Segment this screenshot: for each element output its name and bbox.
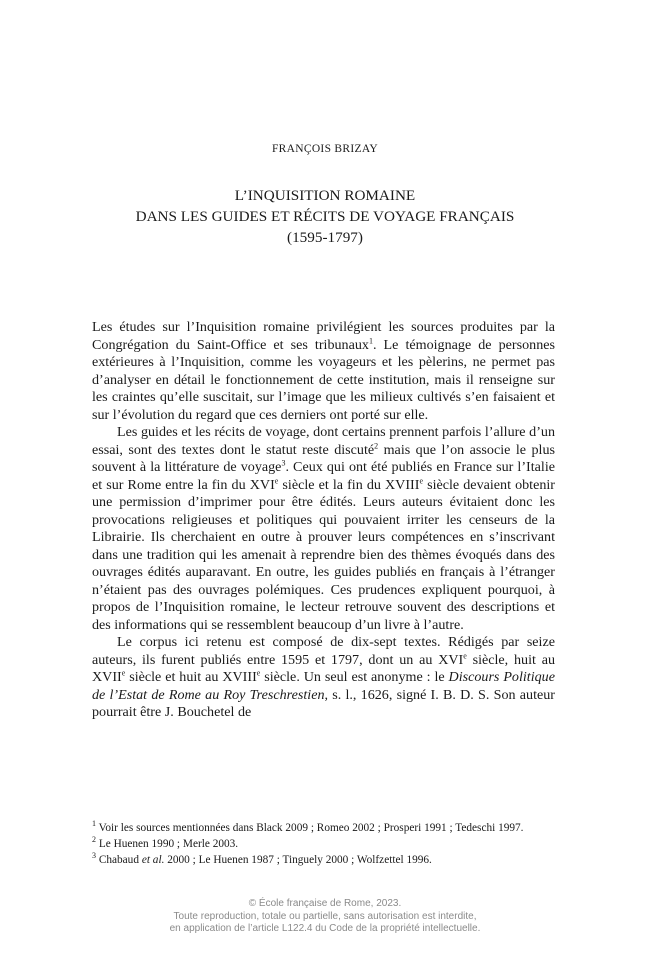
copyright-line: © École française de Rome, 2023. [248,898,402,909]
century-superscript: e [274,475,279,485]
text-run: Le corpus ici retenu est composé de dix-sept textes. Rédigés par seize auteurs, ils furent publiés entre 1595 et 1797, dont un au XVI [92,634,555,668]
footnotes [92,820,555,868]
century-superscript: e [419,475,424,485]
text-run: . Ceux qui ont été publiés en France sur l’Italie et sur Rome entre la fin du XVI [92,459,555,493]
century-superscript: e [463,650,467,660]
footnote-number: 3 [92,851,96,861]
author-name: FRANÇOIS BRIZAY [271,143,378,155]
title-line: L’INQUISITION ROMAINE [234,187,416,204]
copyright-line: Toute reproduction, totale ou partielle, sans autorisation est interdite, [173,910,477,922]
title-line: (1595-1797) [287,229,363,246]
century-superscript: e [256,668,261,678]
title-line: DANS LES GUIDES ET RÉCITS DE VOYAGE FRANÇAIS [135,208,515,225]
footnote-italic: et al. [141,854,165,866]
footnote-ref: 3 [281,458,286,468]
footnote-number: 2 [92,835,96,845]
footnote-ref: 2 [374,440,379,450]
text-run: Les études sur l’Inquisition romaine privilégient les sources produites par la Congrégation du Saint-Office et ses tribunaux [92,319,555,353]
century-superscript: e [121,668,126,678]
footnote-2 [92,836,555,852]
text-run: siècle. Un seul est anonyme : le [260,669,449,685]
text-run: . Le témoignage de personnes extérieures à l’Inquisition, comme les voyageurs et les pèlerins, ne permet pas d’analyser en détail le fonctionnement de cette institution, mais il renseigne sur les craintes qu’elle suscitait, sur l’image que les milieux cultivés s’en faisaient et sur l’évolution du regard que ces derniers ont porté sur elle. [92,336,555,423]
footnote-text: Chabaud [96,854,142,866]
text-run: , s. l., 1626, signé I. B. D. S. Son auteur pourrait être J. Bouchetel de [92,686,555,720]
text-run: siècle, huit au XVII [92,651,555,685]
text-run: siècle et la fin du XVIII [278,476,420,493]
paragraph-3 [92,634,555,722]
footnote-1 [92,820,555,836]
text-run: mais que l’on associe le plus souvent à la littérature de voyage [92,441,555,475]
text-run: siècle devaient obtenir une permission d’imprimer pour être édités. Leurs auteurs évitaient donc les provocations religieuses et politiques qui pouvaient irriter les censeurs de la Librairie. Ils cherchaient en outre à prouver leurs compétences en s’inscrivant dans une tradition qui les amenait à reprendre bien des thèmes évoqués dans des ouvrages édités auparavant. En outre, les guides publiés en français à l’étranger n’étaient pas des ouvrages polémiques. Ces prudences expliquent pourquoi, à propos de l’Inquisition romaine, le lecteur retrouve souvent des descriptions et des informations qui se ressemblent beaucoup d’un livre à l’autre. [92,476,556,633]
footnote-3 [92,852,555,868]
copyright-line: en application de l’article L122.4 du Code de la propriété intellectuelle. [169,923,481,934]
footnote-ref: 1 [368,335,373,345]
article-title [0,185,650,248]
paragraph-2 [92,424,555,634]
paragraph-1 [92,319,555,424]
footnote-number: 1 [92,819,96,829]
copyright-notice [0,898,650,936]
text-run: siècle et huit au XVIII [125,669,257,685]
article-body [92,319,555,722]
text-run: Les guides et les récits de voyage, dont certains prennent parfois l’allure d’un essai, sont des textes dont le statut reste discuté [92,424,555,458]
footnote-text: Le Huenen 1990 ; Merle 2003. [96,838,239,850]
footnote-text: 2000 ; Le Huenen 1987 ; Tinguely 2000 ; Wolfzettel 1996. [164,854,432,866]
footnote-text: Voir les sources mentionnées dans Black 2009 ; Romeo 2002 ; Prosperi 1991 ; Tedeschi 1997. [96,822,524,834]
work-title: Discours Politique de l’Estat de Rome au Roy Treschrestien [92,669,555,703]
